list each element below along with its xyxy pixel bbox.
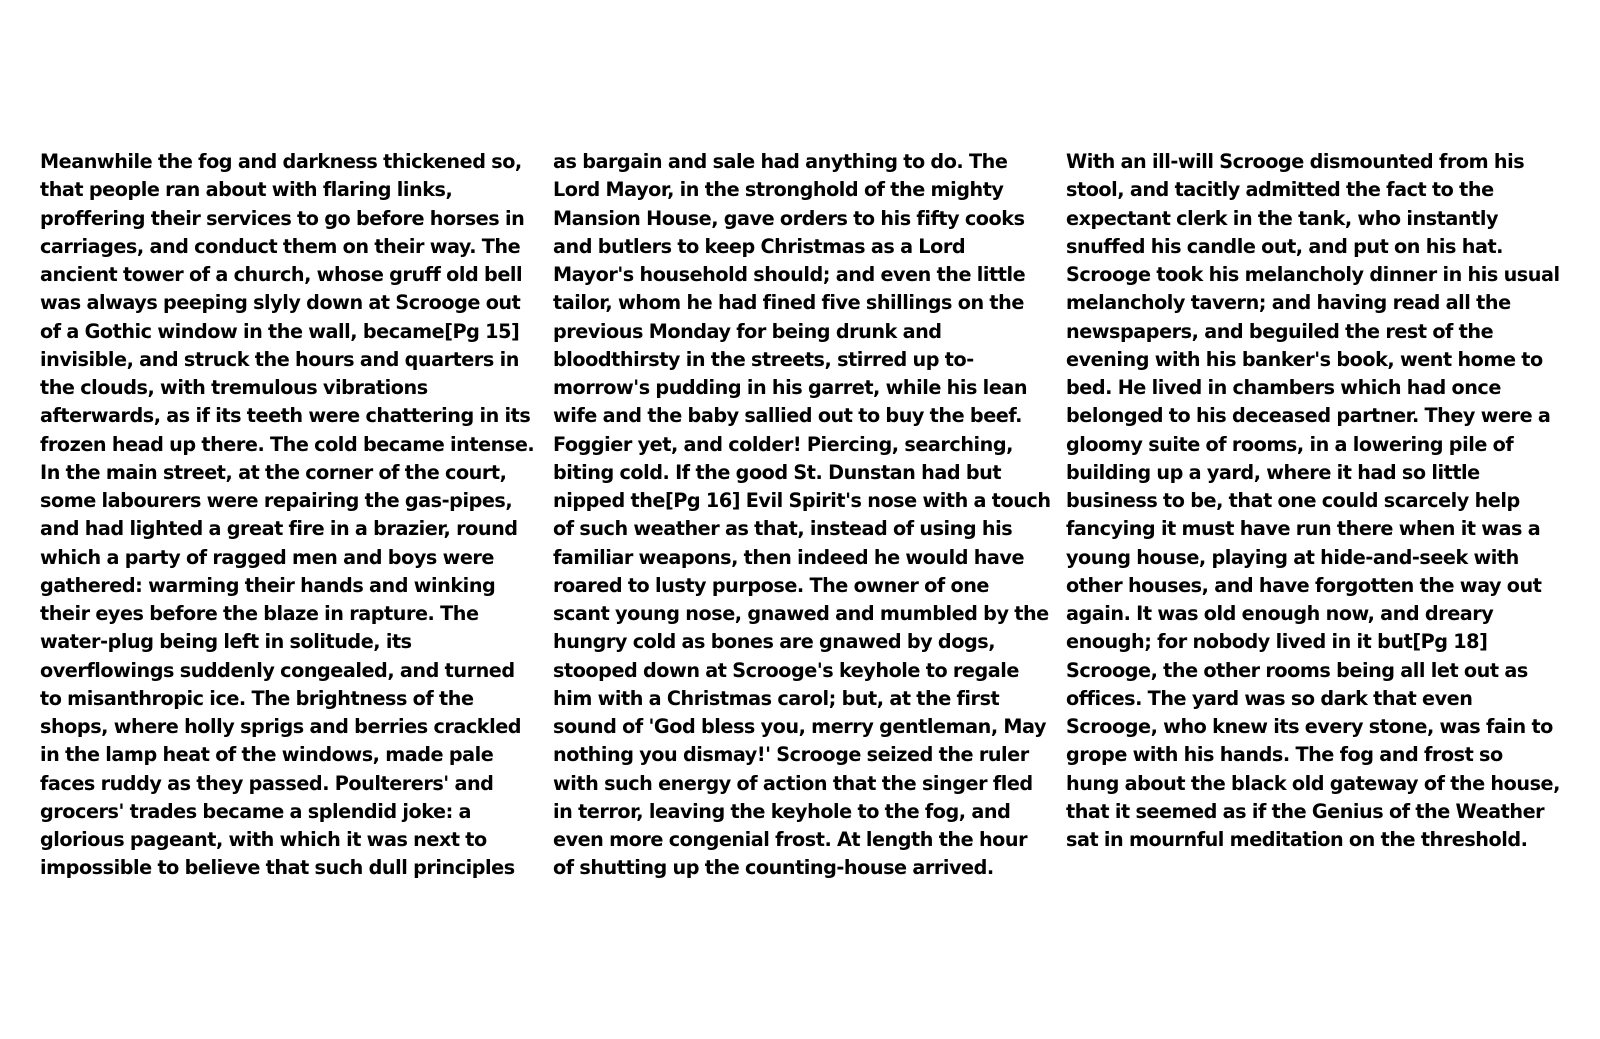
- text-line: previous Monday for being drunk and: [553, 319, 942, 343]
- text-line: grope with his hands. The fog and frost so: [1066, 743, 1503, 767]
- text-line: hungry cold as bones are gnawed by dogs,: [553, 630, 996, 654]
- text-line: other houses, and have forgotten the way out: [1066, 573, 1542, 597]
- text-column-2: [553, 148, 1053, 883]
- text-line: shops, where holly sprigs and berries crackled: [40, 715, 522, 738]
- text-line: Mayor's household should; and even the little: [553, 263, 1026, 286]
- text-line: which a party of ragged men and boys were: [40, 545, 494, 569]
- text-line: building up a yard, where it had so little: [1066, 460, 1480, 484]
- text-line: tailor, whom he had fined five shillings on the: [553, 291, 1024, 315]
- text-line: even more congenial frost. At length the hour: [553, 828, 1028, 851]
- text-line: impossible to believe that such dull principles: [40, 856, 515, 880]
- text-line: faces ruddy as they passed. Poulterers' and: [40, 771, 494, 795]
- text-line: proffering their services to go before horses in: [40, 206, 525, 230]
- text-line: Scrooge, the other rooms being all let out as: [1066, 658, 1528, 682]
- text-line: sound of 'God bless you, merry gentleman, May: [553, 715, 1047, 738]
- text-line: offices. The yard was so dark that even: [1066, 686, 1473, 710]
- text-line: Foggier yet, and colder! Piercing, searching,: [553, 432, 1013, 456]
- text-line: snuffed his candle out, and put on his hat.: [1066, 234, 1504, 258]
- text-line: fancying it must have run there when it was a: [1066, 517, 1541, 541]
- text-line: was always peeping slyly down at Scrooge out: [40, 291, 521, 315]
- text-line: bloodthirsty in the streets, stirred up to-: [553, 347, 974, 371]
- text-line: young house, playing at hide-and-seek with: [1066, 545, 1519, 569]
- text-line: overflowings suddenly congealed, and turned: [40, 658, 515, 682]
- text-line: Scrooge, who knew its every stone, was fain to: [1066, 715, 1553, 738]
- text-line: belonged to his deceased partner. They were a: [1066, 404, 1551, 428]
- text-line: Lord Mayor, in the stronghold of the mighty: [553, 178, 1004, 202]
- text-line: biting cold. If the good St. Dunstan had but: [553, 460, 1002, 484]
- text-line: their eyes before the blaze in rapture. The: [40, 602, 479, 625]
- text-line: gloomy suite of rooms, in a lowering pile of: [1066, 432, 1514, 456]
- text-line: stooped down at Scrooge's keyhole to regale: [553, 658, 1019, 682]
- text-line: Scrooge took his melancholy dinner in his usual: [1066, 263, 1560, 286]
- text-line: evening with his banker's book, went home to: [1066, 347, 1543, 371]
- text-line: water-plug being left in solitude, its: [40, 630, 412, 654]
- text-line: that people ran about with flaring links,: [40, 178, 453, 202]
- text-line: bed. He lived in chambers which had once: [1066, 376, 1501, 399]
- text-line: afterwards, as if its teeth were chattering in its: [40, 404, 531, 428]
- text-line: nipped the[Pg 16] Evil Spirit's nose with a touch: [553, 489, 1051, 512]
- text-line: carriages, and conduct them on their way. The: [40, 234, 521, 258]
- text-line: business to be, that one could scarcely help: [1066, 489, 1520, 512]
- text-column-3: [1066, 148, 1566, 854]
- text-line: familiar weapons, then indeed he would have: [553, 545, 1025, 569]
- text-line: sat in mournful meditation on the threshold.: [1066, 828, 1528, 851]
- text-line: that it seemed as if the Genius of the Weather: [1066, 799, 1545, 823]
- text-column-1: [40, 148, 540, 883]
- text-line: glorious pageant, with which it was next to: [40, 828, 487, 851]
- text-line: him with a Christmas carol; but, at the first: [553, 686, 1000, 710]
- text-line: and had lighted a great fire in a brazier, round: [40, 517, 518, 541]
- text-line: in terror, leaving the keyhole to the fog, and: [553, 799, 1011, 823]
- text-line: nothing you dismay!' Scrooge seized the ruler: [553, 743, 1029, 767]
- text-line: of a Gothic window in the wall, became[Pg 15]: [40, 319, 520, 343]
- text-line: ancient tower of a church, whose gruff old bell: [40, 263, 523, 286]
- text-line: grocers' trades became a splendid joke: a: [40, 799, 472, 823]
- text-line: hung about the black old gateway of the house,: [1066, 771, 1560, 795]
- text-line: to misanthropic ice. The brightness of the: [40, 686, 474, 710]
- text-line: enough; for nobody lived in it but[Pg 18]: [1066, 630, 1488, 654]
- text-line: with such energy of action that the singer fled: [553, 771, 1033, 795]
- text-line: Mansion House, gave orders to his fifty cooks: [553, 206, 1025, 230]
- text-line: and butlers to keep Christmas as a Lord: [553, 234, 966, 258]
- text-line: scant young nose, gnawed and mumbled by the: [553, 602, 1049, 625]
- text-line: of such weather as that, instead of using his: [553, 517, 1013, 541]
- text-line: again. It was old enough now, and dreary: [1066, 602, 1494, 625]
- text-line: With an ill-will Scrooge dismounted from his: [1066, 150, 1525, 173]
- text-line: stool, and tacitly admitted the fact to the: [1066, 178, 1494, 202]
- text-line: expectant clerk in the tank, who instantly: [1066, 206, 1499, 230]
- text-line: Meanwhile the fog and darkness thickened so,: [40, 150, 522, 173]
- text-line: In the main street, at the corner of the court,: [40, 460, 507, 484]
- text-line: of shutting up the counting-house arrived.: [553, 856, 994, 880]
- text-line: wife and the baby sallied out to buy the beef.: [553, 404, 1023, 428]
- text-line: gathered: warming their hands and winking: [40, 573, 496, 597]
- text-line: the clouds, with tremulous vibrations: [40, 376, 428, 399]
- text-line: frozen head up there. The cold became intense.: [40, 432, 535, 456]
- text-line: melancholy tavern; and having read all the: [1066, 291, 1511, 315]
- text-line: in the lamp heat of the windows, made pale: [40, 743, 494, 767]
- text-line: morrow's pudding in his garret, while his lean: [553, 376, 1028, 399]
- text-line: some labourers were repairing the gas-pipes,: [40, 489, 513, 512]
- text-line: invisible, and struck the hours and quarters in: [40, 347, 519, 371]
- text-line: roared to lusty purpose. The owner of one: [553, 573, 989, 597]
- text-line: as bargain and sale had anything to do. The: [553, 150, 1008, 173]
- text-line: newspapers, and beguiled the rest of the: [1066, 319, 1494, 343]
